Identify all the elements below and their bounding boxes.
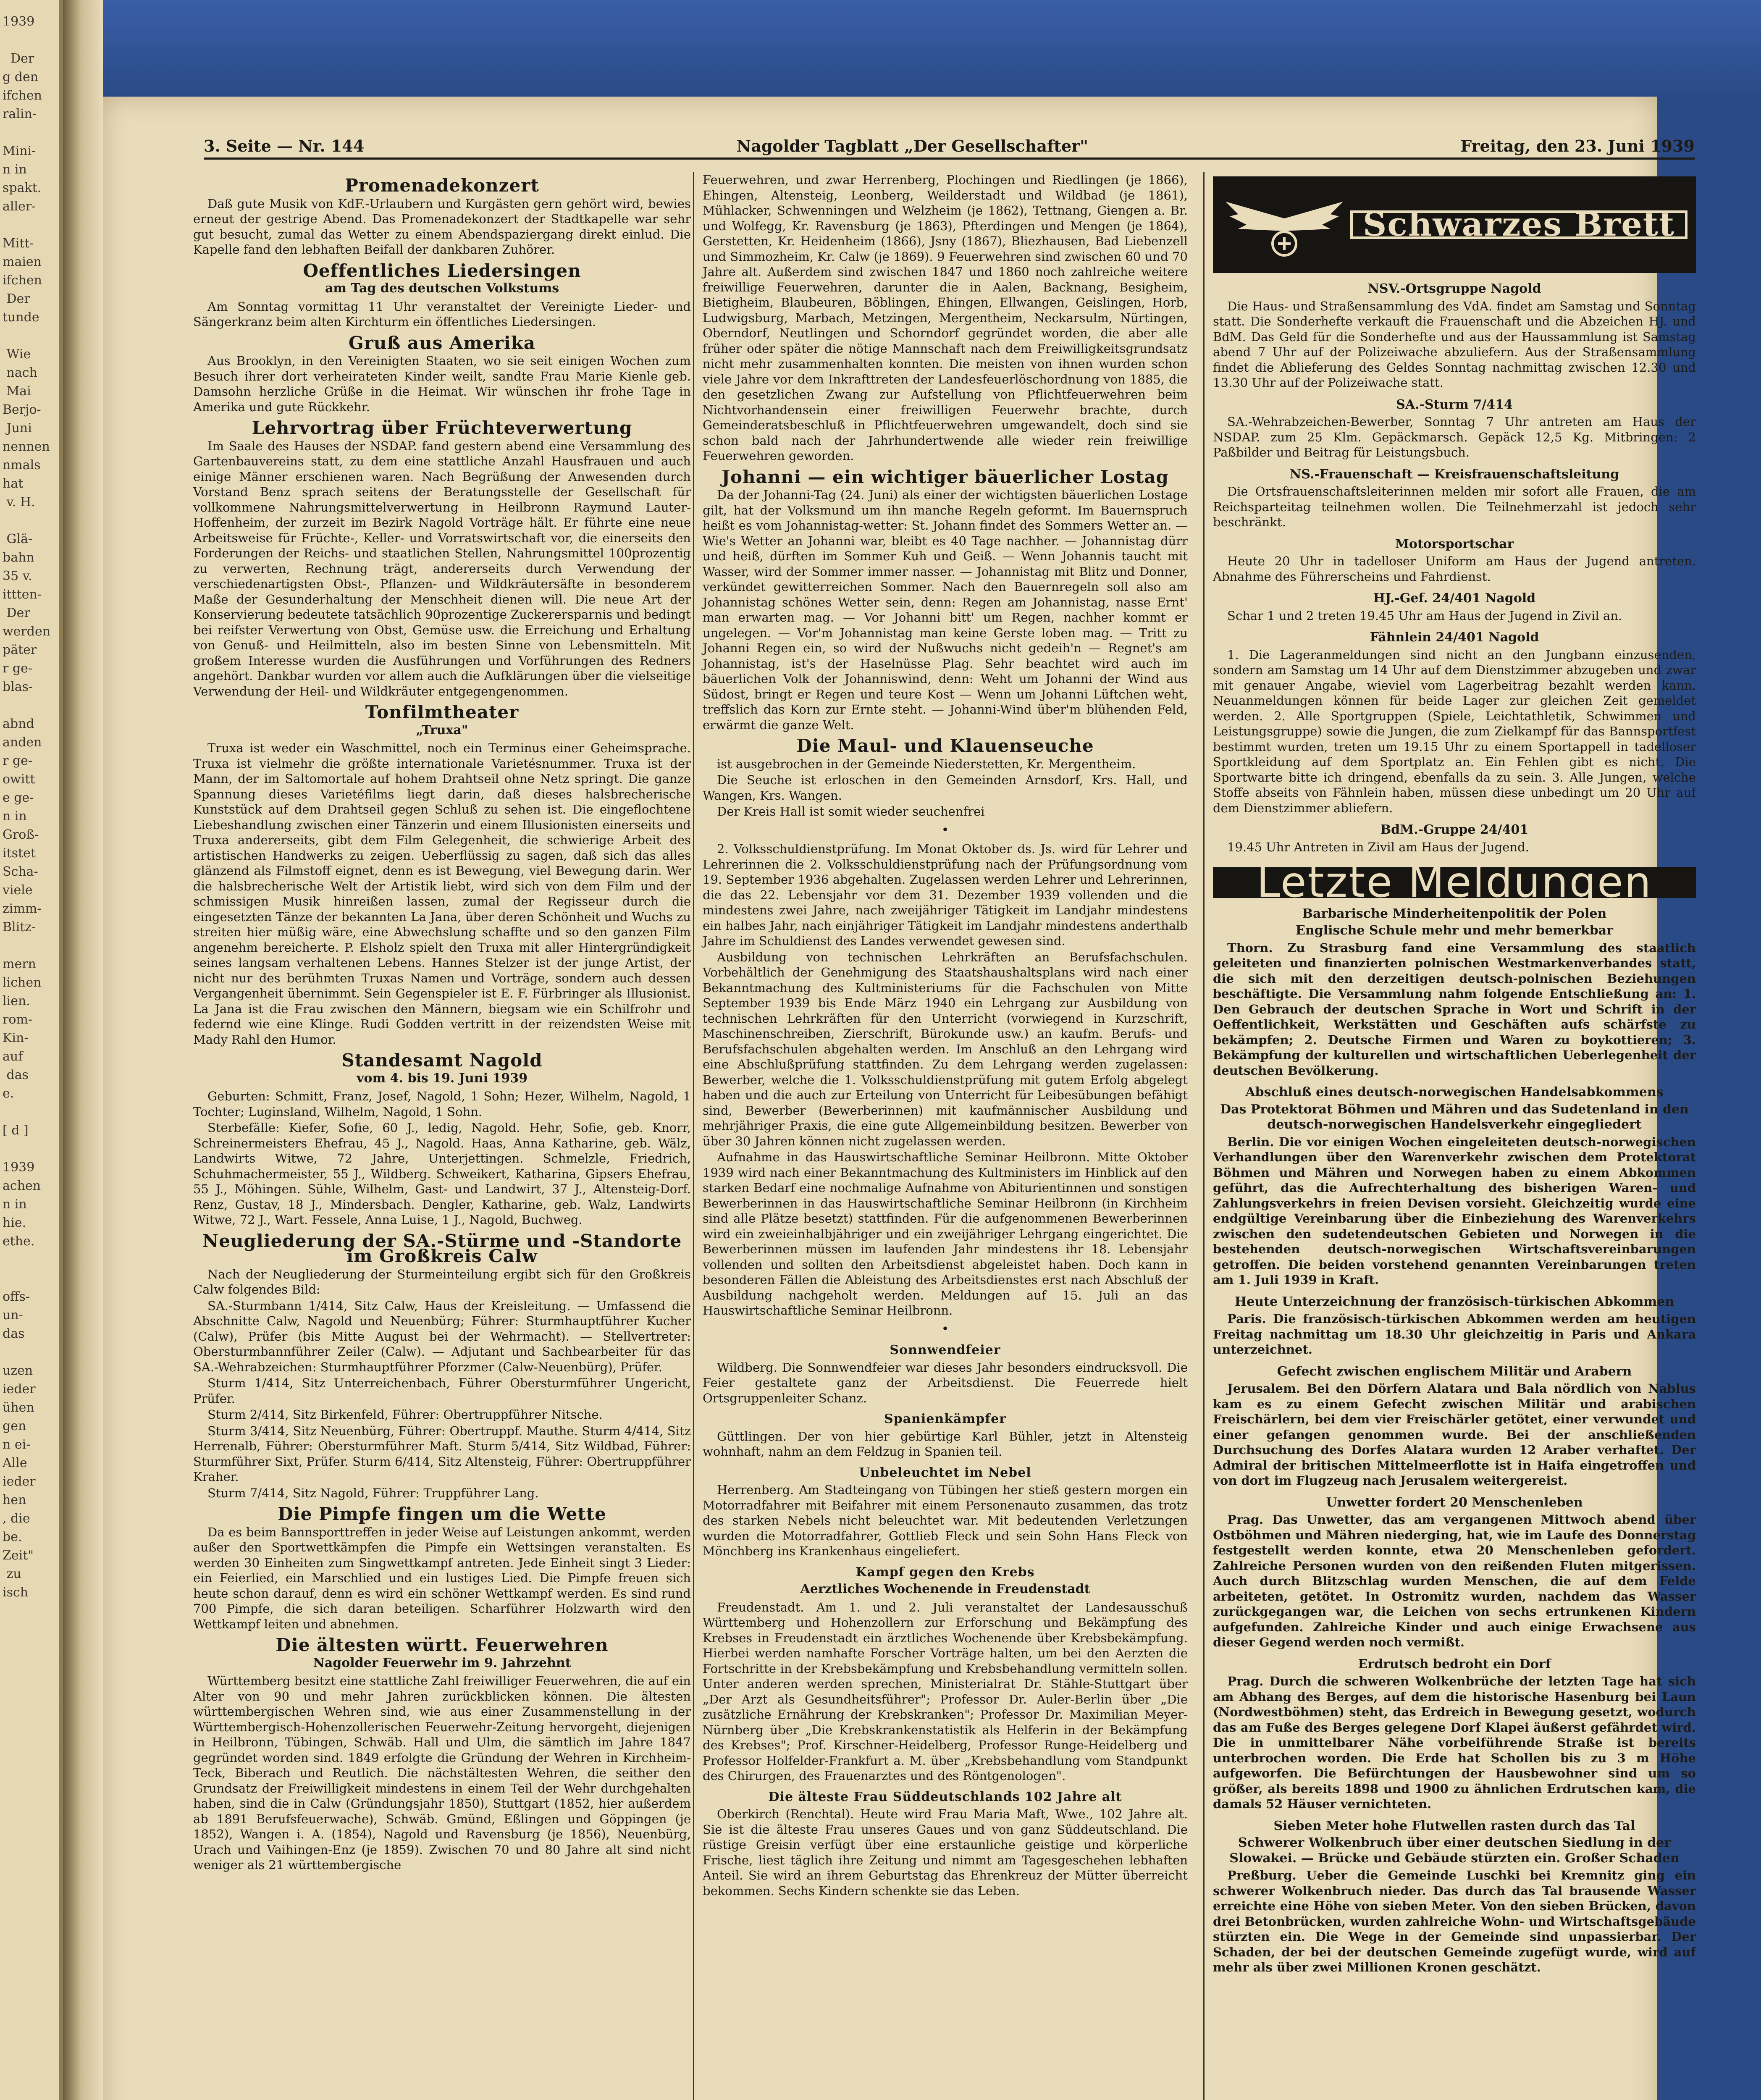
heading-motorsportschar: Motorsportschar [1395, 536, 1514, 551]
article-erdrutsch: Prag. Durch die schweren Wolkenbrüche der letzten Tage hat sich am Abhang des Berges, auf dem die historische Hasenburg bei Laun (Nordwestböhmen) steht, das Erdreich in Bewegung gesetzt, wodurch das am Fuße des Berges gelegene Dorf Klapei äußerst gefährdet wird. Die in unmittelbarer Nähe vorbeiführende Straße ist bereits unterbrochen worden. Die Erde hat Schollen bis zu 3 m Höhe aufgeworfen. Die Befürchtungen der Hausbewohner sind um so größer, als bereits 1898 und 1900 zu ähnlichen Erdrutschen kam, die damals 52 Häuser vernichteten. [1213, 1674, 1696, 1811]
heading-aelteste-frau: Die älteste Frau Süddeutschlands 102 Jahre alt [768, 1789, 1122, 1804]
article-sonnwendfeier: Wildberg. Die Sonnwendfeier war dieses Jahr besonders eindrucksvoll. Die Feier gestaltete ganz der Arbeitsdienst. Die Feuerrede hielt Ortsgruppenleiter Schanz. [703, 1360, 1188, 1405]
article-nebel: Herrenberg. Am Stadteingang von Tübingen her stieß gestern morgen ein Motorradfahrer mit Beifahrer mit einem Personenauto zusammen, das trotz des starken Nebels nicht beleuchtet war. Mit bedeutenden Verletzungen wurden die Motorradfahrer, Gottlieb Fleck und sein Sohn Hans Fleck von Mönchberg ins Krankenhaus eingeliefert. [703, 1483, 1188, 1558]
article-frankreich-tuerkei: Paris. Die französisch-türkischen Abkommen werden am heutigen Freitag nachmittag um 18.30 Uhr gleichzeitig in Paris und Ankara unterzeichnet. [1213, 1312, 1696, 1357]
heading-unwetter: Unwetter fordert 20 Menschenleben [1326, 1495, 1583, 1510]
heading-pimpfe: Die Pimpfe fingen um die Wette [278, 1504, 606, 1524]
separator-star: • [941, 822, 949, 837]
article-sa-2: SA.-Sturmbann 1/414, Sitz Calw, Haus der Kreisleitung. — Umfassend die Abschnitte Calw, Nagold und Neuenbürg; Führer: Sturmhauptführer Kucher (Calw), Prüfer (bis Mitte August bei der Wehrmacht). — Stellvertreter: Obersturmbannführer Zeiler (Calw). — Adjutant und Sachbearbeiter für das SA.-Wehrabzeichen: Sturmhauptführer Pforzmer (Calw-Neuenbürg), Prüfer. [193, 1298, 691, 1374]
article-seuche-3: Der Kreis Hall ist somit wieder seuchenfrei [717, 804, 985, 819]
article-sa-1: Nach der Neugliederung der Sturmeinteilung ergibt sich für den Großkreis Calw folgendes Bild: [193, 1267, 691, 1297]
article-aelteste-frau: Oberkirch (Renchtal). Heute wird Frau Maria Maft, Wwe., 102 Jahre alt. Sie ist die älteste Frau unseres Gaues und von ganz Süddeutschland. Die rüstige Greisin verfügt über eine erstaunliche geistige und körperliche Frische, liest täglich ihre Zeitung und nimmt am Tagesgeschehen lebhaften Anteil. Sie wird an ihrem Geburtstag das Ehrenkreuz der Mütter überreicht bekommen. Sechs Kindern schenkte sie das Leben. [703, 1807, 1188, 1898]
article-feuerwehren-continued: Feuerwehren, und zwar Herrenberg, Plochingen und Riedlingen (je 1866), Ehingen, Altensteig, Leonberg, Weilderstadt und Wildbad (je 1861), Mühlacker, Schwenningen und Welzheim (je 1862), Tettnang, Giengen a. Br. und Wolfegg, Kr. Ravensburg (je 1863), Pfterdingen und Mengen (je 1864), Gerstetten, Kr. Heidenheim (1866), Jsny (1867), Bliezhausen, Bad Liebenzell und Simmozheim, Kr. Calw (je 1869). 9 Feuerwehren sind zwischen 60 und 70 Jahre alt. Außerdem sind zwischen 1847 und 1860 noch zahlreiche weitere freiwillige Feuerwehren, darunter die in Aalen, Backnang, Besigheim, Bietigheim, Blaubeuren, Böblingen, Ehingen, Ellwangen, Geislingen, Horb, Ludwigsburg, Marbach, Metzingen, Mergentheim, Neckarsulm, Nürtingen, Oberndorf, Neutlingen und Schorndorf gegründet worden, die aber alle früher oder später die nötige Mannschaft nach dem Freiwilligkeitsgrundsatz nicht mehr zusammenhalten konnten. Die meisten von ihnen wurden schon viele Jahre vor dem Inkrafttreten der Landesfeuerlöschordnung von 1885, die den gesetzlichen Zwang zur Aufstellung von Pflichtfeuerwehren beim Nichtvorhandensein einer freiwilligen Feuerwehr brachte, durch Gemeinderatsbeschluß in Pflichtfeuerwehren umgewandelt, doch sind sie schon bald nach der Jahrhundertwende alle wieder rein freiwillige Feuerwehren geworden. [703, 173, 1188, 463]
notice-bdm: 19.45 Uhr Antreten in Zivil am Haus der Jugend. [1227, 840, 1529, 854]
notice-sa-sturm: SA.-Wehrabzeichen-Bewerber, Sonntag 7 Uhr antreten am Haus der NSDAP. zum 25 Klm. Gepäckmarsch. Gepäck 12,5 Kg. Mitbringen: 2 Paßbilder und Beitrag für Leistungsbuch. [1213, 415, 1696, 459]
heading-vortrag: Lehrvortrag über Früchteverwertung [252, 417, 632, 438]
heading-erdrutsch: Erdrutsch bedroht ein Dorf [1358, 1656, 1551, 1672]
heading-spanienkaempfer: Spanienkämpfer [884, 1412, 1006, 1426]
schwarzes-brett-title: Schwarzes Brett [1350, 210, 1688, 239]
notice-motorsportschar: Heute 20 Uhr in tadelloser Uniform am Haus der Jugend antreten. Abnahme des Führerscheins und Fahrdienst. [1213, 554, 1696, 584]
eagle-emblem-icon [1221, 187, 1347, 262]
heading-standesamt: Standesamt Nagold [341, 1050, 543, 1071]
notice-nsv: Die Haus- und Straßensammlung des VdA. findet am Samstag und Sonntag statt. Die Sonderhefte verkauft die Frauenschaft und die Abzeichen HJ. und BdM. Das Geld für die Sonderhefte und aus der Haussammlung ist Samstag abend 7 Uhr auf der Polizeiwache abzuliefern. Aus der Straßensammlung findet die Ablieferung des Geldes Sonntag nachmittag zwischen 12.30 und 13.30 Uhr auf der Polizeiwache statt. [1213, 299, 1696, 390]
heading-bdm: BdM.-Gruppe 24/401 [1380, 822, 1529, 837]
subheading-norwegen: Das Protektorat Böhmen und Mähren und das Sudetenland in den deutsch-norwegischen Handelsverkehr eingegliedert [1220, 1102, 1689, 1132]
adjacent-page-edge [0, 0, 63, 2100]
heading-gruss: Gruß aus Amerika [348, 332, 536, 353]
heading-nsv: NSV.-Ortsgruppe Nagold [1367, 281, 1541, 296]
standesamt-sterbefaelle: Sterbefälle: Kiefer, Sofie, 60 J., ledig, Nagold. Hehr, Sofie, geb. Knorr, Schreinermeisters Ehefrau, 45 J., Nagold. Haas, Anna Katharine, geb. Wälz, Landwirts Witwe, 72 Jahre, Unterjettingen. Schmelzle, Friedrich, Schuhmachermeister, 55 J., Wildberg. Schweikert, Katharina, Gipsers Ehefrau, 55 J., Möhingen. Sühle, Wilhelm, Gast- und Landwirt, 37 J., Altensteig-Dorf. Renz, Gustav, 18 J., Mindersbach. Dengler, Katharine, geb. Walz, Landwirts Witwe, 72 J., Wart. Fessele, Anna Luise, 1 J., Nagold, Buchweg. [193, 1121, 691, 1227]
scanner-background [0, 0, 1761, 97]
article-krebs: Freudenstadt. Am 1. und 2. Juli veranstaltet der Landesausschuß Württemberg und Hohenzollern zur Erforschung und Bekämpfung des Krebses in Freudenstadt ein ärztliches Wochenende über Krebsbekämpfung. Hierbei werden namhafte Forscher Vorträge halten, um bei den Aerzten die Fortschritte in der Krebsbekämpfung und Krebsbehandlung vermitteln sollen. Unter anderen werden sprechen, Ministerialrat Dr. Stähle-Stuttgart über „Der Arzt als Gesundheitsführer"; Professor Dr. Auler-Berlin über „Die zusätzliche Ernährung der Krebskranken"; Professor Dr. Maximilian Meyer-Nürnberg über „Die Krebskrankenstatistik als Helferin in der Bekämpfung des Krebses"; Prof. Kirschner-Heidelberg, Professor Runge-Heidelberg und Professor Holfelder-Frankfurt a. M. über „Krebsbehandlung vom Standpunkt des Chirurgen, des Frauenarztes und des Röntgenologen". [703, 1600, 1188, 1783]
article-tonfilm: Truxa ist weder ein Waschmittel, noch ein Terminus einer Geheimsprache. Truxa ist vielmehr die größte internationale Varietésnummer. Truxa ist der Mann, der im Saltomortale auf hohem Drahtseil ohne Netz springt. Die ganze Spannung dieses Varietéfilms liegt darin, daß dieses halsbrecherische Kunststück auf dem Drahtseil gegen Schluß zu sehen ist. Die eingeflochtene Liebeshandlung zwischen einer Tänzerin und einem Illusionisten einerseits und Truxa andererseits, gibt dem Film Gelegenheit, die schwierige Arbeit des artistischen Handwerks zu zeigen. Ueberflüssig zu sagen, daß sich das alles glänzend als Filmstoff eignet, denn es ist Bewegung, viel Bewegung darin. Wer die halsbrecherische Welt der Artistik liebt, wird sich von dem Film und der schmissigen Musik hinreißen lassen, zumal der Regisseur durch die eingesetzten Tänze der bekannten La Jana, über deren Schönheit und Wuchs zu streiten hier müßig wäre, eine Abwechslung schaffte und so den ganzen Film angenehm bereicherte. P. Elsholz spielt den Truxa mit aller Hintergründigkeit seines langsam verhaltenen Lebens. Hannes Stelzer ist der junge Artist, der nicht nur des berühmten Truxas Namen und Vorträge, sondern auch dessen Vergangenheit übernimmt. Sein Gegenspieler ist E. F. Fürbringer als Illusionist. La Jana ist die Frau zwischen den Männern, biegsam wie ein Schilfrohr und federnd wie eine Klinge. Rudi Godden vertritt in der reizendsten Weise mit Mady Rahl den Humor. [193, 741, 691, 1047]
heading-frankreich-tuerkei: Heute Unterzeichnung der französisch-türkischen Abkommen [1234, 1294, 1674, 1309]
heading-sa-neugliederung: Neugliederung der SA.-Stürme und -Standorte im Großkreis Calw [202, 1230, 682, 1266]
subheading-polen: Englische Schule mehr und mehr bemerkbar [1296, 923, 1613, 938]
heading-krebs: Kampf gegen den Krebs [856, 1564, 1035, 1580]
heading-tonfilm: Tonfilmtheater [365, 702, 519, 722]
article-polen: Thorn. Zu Strasburg fand eine Versammlung des staatlich geleiteten und finanzierten polnischen Westmarkenverbandes statt, die sich mit den derzeitigen deutsch-polnischen Beziehungen beschäftigte. Die Versammlung nahm folgende Entschließung an: 1. Den Gebrauch der deutschen Sprache in Wort und Schrift in der Oeffentlichkeit, Werkstätten und Geschäften aufs schärfste zu bekämpfen; 2. Deutsche Firmen und Waren zu boykottieren; 3. Bekämpfung der kulturellen und wirtschaftlichen Ueberlegenheit der deutschen Bevölkerung. [1213, 940, 1696, 1078]
article-sa-6: Sturm 7/414, Sitz Nagold, Führer: Truppführer Lang. [207, 1486, 539, 1500]
notice-faehnlein: 1. Die Lageranmeldungen sind nicht an den Jungbann einzusenden, sondern am Samstag um 14 Uhr auf dem Dienstzimmer abzugeben und zwar mit genauer Angabe, wieviel vom Lagerbeitrag bezahlt werden kann. Neuanmeldungen können für beide Lager zur gleichen Zeit gemeldet werden. 2. Alle Sportgruppen (Spiele, Leichtathletik, Schwimmen und Leistungsgruppe) sowie die Jungen, die zum Zielkampf für das Bannsportfest bestimmt wurden, treten um 19.15 Uhr zu einem Sportappell in tadelloser Sportkleidung auf dem Sportplatz an. Ein Fehlen gibt es nicht. Die Sportwarte bitte ich dringend, ebenfalls da zu sein. 3. Alle Jungen, welche Stoffe abseits von Fähnlein haben, müssen diese unbedingt um 20 Uhr auf dem Dienstzimmer abliefern. [1213, 647, 1696, 815]
article-seuche-2: Die Seuche ist erloschen in den Gemeinden Arnsdorf, Krs. Hall, und Wangen, Krs. Wangen. [703, 773, 1188, 803]
subheading-standesamt: vom 4. bis 19. Juni 1939 [357, 1071, 528, 1086]
article-sa-3: Sturm 1/414, Sitz Unterreichenbach, Führer Obersturmführer Ungericht, Prüfer. [193, 1376, 691, 1406]
article-volksschuldienst: 2. Volksschuldienstprüfung. Im Monat Oktober ds. Js. wird für Lehrer und Lehrerinnen die 2. Volksschuldienstprüfung nach der Prüfungsordnung vom 19. September 1936 abgehalten. Zugelassen werden Lehrer und Lehrerinnen, die das 22. Lebensjahr vor dem 31. Dezember 1939 vollenden und die mindestens zwei Jahre, nach zweijähriger Tätigkeit im Landjahr mindestens ein halbes Jahr, nach einjähriger Tätigkeit im Landjahr mindestens anderthalb Jahre im Schuldienst des Landes verwendet gewesen sind. [703, 842, 1188, 948]
header-page-number: 3. Seite — Nr. 144 [204, 136, 365, 155]
article-palaestina: Jerusalem. Bei den Dörfern Alatara und Bala nördlich von Nablus kam es zu einem Gefecht zwischen Militär und arabischen Freischärlern, bei dem vier Freischärler getötet, einer verwundet und einer gefangen genommen wurde. Bei der anschließenden Durchsuchung des Dorfes Alatara wurden 12 Araber verhaftet. Der Admiral der britischen Mittelmeerflotte ist in Haifa eingetroffen und von dort im Flugzeug nach Jerusalem weitergereist. [1213, 1381, 1696, 1488]
adjacent-page-fragments: 1939 Der g den ifchen ralin- Mini- n in spakt. aller- Mitt- maien ifchen Der tunde Wie nach Mai Berjo- Juni nennen nmals hat v. H. Glä- bahn 35 v. ittten- Der werden päter r ge- blas- abnd anden r ge- owitt e ge- n in Groß- itstet Scha- viele zimm- Blitz- mern lichen lien. rom- Kin- auf das e. [ d ] 1939 achen n in hie. ethe. offs- un- das uzen ieder ühen gen n ei- Alle ieder hen , die be. Zeit" zu isch [3, 14, 51, 1600]
notice-ns-frauenschaft: Die Ortsfrauenschaftsleiterinnen melden mir sofort alle Frauen, die am Reichsparteitag teilnehmen wollen. Die Teilnehmerzahl ist jedoch sehr beschränkt. [1213, 484, 1696, 529]
heading-feuerwehren: Die ältesten württ. Feuerwehren [276, 1635, 609, 1655]
heading-polen: Barbarische Minderheitenpolitik der Polen [1302, 906, 1607, 921]
article-liedersingen: Am Sonntag vormittag 11 Uhr veranstaltet der Vereinigte Lieder- und Sängerkranz beim alten Kirchturm ein öffentliches Liedersingen. [193, 299, 691, 329]
schwarzes-brett-banner [1213, 176, 1696, 273]
article-feuerwehren: Württemberg besitzt eine stattliche Zahl freiwilliger Feuerwehren, die auf ein Alter von 90 und mehr Jahren zurückblicken können. Die ältesten württembergischen Wehren sind, wie aus einer Zusammenstellung in der Württembergisch-Hohenzollerischen Feuerwehr-Zeitung hervorgeht, diejenigen in Heilbronn, Tübingen, Schwäb. Hall und Ulm, die sämtlich im Jahre 1847 gegründet worden sind. 1849 erfolgte die Gründung der Wehren in Kirchheim-Teck, Biberach und Reutlich. Die nächstältesten Wehren, die seither den Grundsatz der Freiwilligkeit mindestens in einem Teil der Wehr durchgehalten haben, sind die in Calw (Gründungsjahr 1850), Stuttgart (1852, hier außerdem ab 1891 Berufsfeuerwache), Schwäb. Gmünd, Eßlingen und Göppingen (je 1852), Wangen i. A. (1854), Nagold und Ravensburg (je 1856), Neuenbürg, Urach und Vaihingen-Enz (je 1859). Zwischen 70 und 80 Jahre alt sind nicht weniger als 21 württembergische [193, 1674, 691, 1872]
article-seuche-1: ist ausgebrochen in der Gemeinde Niederstetten, Kr. Mergentheim. [717, 756, 1136, 771]
column-1 [193, 172, 691, 2100]
page-header [204, 136, 1695, 160]
article-unwetter: Prag. Das Unwetter, das am vergangenen Mittwoch abend über Ostböhmen und Mähren niederging, hat, wie im Laufe des Donnerstag festgestellt werden konnte, etwa 20 Menschenleben gefordert. Zahlreiche Personen wurden von den reißenden Fluten mitgerissen. Auch durch Blitzschlag wurden Menschen, die auf dem Felde arbeiteten, getötet. In Ostromitz wurden, nachdem das Wasser zurückgegangen war, die Leichen von sechs ertrunkenen Kindern aufgefunden. Zahlreiche Kinder und auch einige Erwachsene aus dieser Gegend werden noch vermißt. [1213, 1512, 1696, 1649]
article-sa-4: Sturm 2/414, Sitz Birkenfeld, Führer: Obertruppführer Nitsche. [207, 1407, 603, 1422]
heading-hj: HJ.-Gef. 24/401 Nagold [1373, 591, 1536, 606]
heading-sonnwendfeier: Sonnwendfeier [890, 1343, 1001, 1357]
standesamt-geburten: Geburten: Schmitt, Franz, Josef, Nagold, 1 Sohn; Hezer, Wilhelm, Nagold, 1 Tochter; Luginsland, Wilhelm, Nagold, 1 Sohn. [193, 1089, 691, 1119]
heading-ns-frauenschaft: NS.-Frauenschaft — Kreisfrauenschaftsleitung [1289, 467, 1619, 482]
heading-flutwellen: Sieben Meter hohe Flutwellen rasten durch das Tal [1273, 1818, 1635, 1833]
heading-nebel: Unbeleuchtet im Nebel [859, 1465, 1031, 1480]
subheading-liedersingen: am Tag des deutschen Volkstums [325, 281, 559, 296]
column-2 [693, 172, 1188, 2100]
article-pimpfe: Da es beim Bannsporttreffen in jeder Weise auf Leistungen ankommt, werden außer den Sportwettkämpfen die Pimpfe ein Wettsingen veranstalten. Es werden 30 Einheiten zum Singwettkampf antreten. Jede Einheit singt 3 Lieder: ein Feierlied, ein Marschlied und ein lustiges Lied. Die Pimpfe freuen sich heute schon darauf, denn es wird ein schöner Wettkampf werden. Es sind rund 700 Pimpfe, die sich daran beteiligen. Scharführer Holzwarth wird den Wettkampf leiten und abnehmen. [193, 1525, 691, 1631]
article-flutwellen: Preßburg. Ueber die Gemeinde Luschki bei Kremnitz ging ein schwerer Wolkenbruch nieder. Das durch das Tal brausende Wasser erreichte eine Höhe von sieben Meter. Von den sieben Brücken, davon drei Betonbrücken, wurden zahlreiche Wohn- und Wirtschaftsgebäude stürzten ein. Die Wege in der Gemeinde sind unpassierbar. Der Schaden, der bei der deutschen Gemeinde zugefügt wurde, wird auf mehr als über zwei Millionen Kronen geschätzt. [1213, 1868, 1696, 1974]
heading-norwegen: Abschluß eines deutsch-norwegischen Handelsabkommens [1245, 1085, 1664, 1100]
heading-faehnlein: Fähnlein 24/401 Nagold [1370, 630, 1539, 645]
article-hauswirtschaft: Aufnahme in das Hauswirtschaftliche Seminar Heilbronn. Mitte Oktober 1939 wird nach einer Bekanntmachung des Kultministers im Hinblick auf den starken Bedarf eine nochmalige Aufnahme von Abiturientinnen und sonstigen Bewerberinnen in das Hauswirtschaftliche Seminar Heilbronn (in Kirchheim sind alle Plätze besetzt) stattfinden. Für die aufgenommenen Bewerberinnen wird ein zweieinhalbjähriger und ein zweijähriger Lehrgang eingerichtet. Die Bewerberinnen müssen im laufenden Jahr mindestens ihr 18. Lebensjahr vollenden und sollten den Arbeitsdienst abgeleistet haben. Doch kann in besonderen Fällen die Ableistung des Arbeitsdienstes erst nach Abschluß der Ausbildung nachgeholt werden. Meldungen auf 15. Juli an das Hauswirtschaftliche Seminar Heilbronn. [703, 1150, 1188, 1318]
subheading-krebs: Aerztliches Wochenende in Freudenstadt [800, 1582, 1090, 1596]
column-3 [1203, 172, 1696, 2100]
article-sa-5: Sturm 3/414, Sitz Neuenbürg, Führer: Obertruppf. Mauthe. Sturm 4/414, Sitz Herrenalb, Führer: Obersturmführer Maft. Sturm 5/414, Sitz Wildbad, Führer: Sturmführer Sixt, Prüfer. Sturm 6/414, Sitz Altensteig, Führer: Obertruppführer Kraher. [193, 1423, 691, 1484]
notice-hj: Schar 1 und 2 treten 19.45 Uhr am Haus der Jugend in Zivil an. [1227, 608, 1622, 623]
article-johanni: Da der Johanni-Tag (24. Juni) als einer der wichtigsten bäuerlichen Lostage gilt, hat der Volksmund um ihn manche Regeln geformt. Im Bauernspruch heißt es vom Johannistag-wetter: St. Johann findet des Sommers Wetter an. — Wie's Wetter an Johanni war, bleibt es 40 Tage nachher. — Johannistag dürr und heiß, dürften im Sommer Kuh und Geiß. — Wenn Johannis taucht mit Wasser, wird der Sommer immer nasser. — Johannistag mit Blitz und Donner, verkündet gewitterreichen Sommer. Nach den Bauernregeln soll also am Johannistag schönes Wetter sein, denn: Regen am Johannistag, nasse Ernt' man erwarten mag. — Vor Johanni bitt' um Regen, nachher kommt er ungelegen. — Vor'm Johannistag man keine Gerste loben mag. — Tritt zu Johanni Regen ein, so wird der Nußwuchs nicht gedeih'n — Regnet's am Johannistag, ist's der Haselnüsse Plag. Sehr beachtet wird auch im bäuerlichen Volk der Johanniswind, denn: Weht um Johanni der Wind aus Südost, bringt er Regen und teure Kost — Wenn um Johanni Lüftchen weht, treffslich das Korn zur Ernte steht. — Johanni-Wind über'm blühenden Feld, erwärmt die ganze Welt. [703, 488, 1188, 732]
article-norwegen: Berlin. Die vor einigen Wochen eingeleiteten deutsch-norwegischen Verhandlungen über den Warenverkehr zwischen dem Protektorat Böhmen und Mähren und Norwegen haben zu einem Abkommen geführt, das die Aufrechterhaltung des bisherigen Waren- und Zahlungsverkehrs in freien Devisen vorsieht. Gleichzeitig wurde eine endgültige Vereinbarung über die Einbeziehung des Warenverkehrs zwischen den sudetendeutschen Gebieten und Norwegen in die bestehenden deutsch-norwegischen Wirtschaftsvereinbarungen getroffen. Die beiden vorstehend genannten Vereinbarungen treten am 1. Juli 1939 in Kraft. [1213, 1134, 1696, 1287]
book-spine [63, 0, 103, 2100]
heading-promenade: Promenadekonzert [345, 175, 539, 196]
letzte-meldungen-banner: Letzte Meldungen [1213, 867, 1696, 898]
article-spanienkaempfer: Güttlingen. Der von hier gebürtige Karl Bühler, jetzt in Altensteig wohnhaft, nahm an dem Feldzug in Spanien teil. [703, 1429, 1188, 1459]
heading-palaestina: Gefecht zwischen englischem Militär und Arabern [1277, 1364, 1632, 1379]
heading-sa-sturm: SA.-Sturm 7/414 [1396, 397, 1513, 412]
header-date: Freitag, den 23. Juni 1939 [1460, 136, 1695, 155]
heading-johanni: Johanni — ein wichtiger bäuerlicher Lostag [722, 466, 1169, 487]
article-gruss: Aus Brooklyn, in den Vereinigten Staaten, wo sie seit einigen Wochen zum Besuch ihrer dort verheirateten Kinder weilt, sandte Frau Marie Kienle geb. Damsohn herzliche Grüße in die Heimat. Wir wünschen ihr frohe Tage in Amerika und gute Rückkehr. [193, 354, 691, 414]
article-vortrag: Im Saale des Hauses der NSDAP. fand gestern abend eine Versammlung des Gartenbauvereins statt, zu dem eine stattliche Anzahl Hausfrauen und auch einige Männer erschienen waren. Nach Begrüßung der Anwesenden durch Vorstand Benz sprach seitens der Beratungsstelle der Gesellschaft für vollkommene Nahrungsmittelverwertung in Heilbronn Raymund Lauter-Hoffenheim, der zurzeit im Bezirk Nagold Vorträge hält. Er führte eine neue Arbeitsweise für Früchte-, Keller- und Vorratswirtschaft vor, die einerseits den Forderungen der Reichs- und staatlichen Stellen, Nahrungsmittel 100prozentig zu verwerten, Rechnung trägt, andererseits durch Verwendung der verschiedenartigsten Obst-, Pflanzen- und Wildkräutersäfte in besonderem Maße der Gesunderhaltung der Menschheit dienen will. Die neue Art der Konservierung bedeutete tatsächlich 90prozentige Zuckerersparnis und bedingt bei reifster Verwertung von Obst, Gemüse usw. die Erreichung und Erhaltung von Genuß- und Heilmitteln, also im besten Sinne von Lebensmitteln. Mit großem Interesse wurden die Ausführungen und Vorführungen des Redners angehört. Dankbar wurden vor allem auch die Aufklärungen über die vielseitige Verwendung der Heil- und Wildkräuter entgegengenommen. [193, 438, 691, 698]
heading-liedersingen: Oeffentliches Liedersingen [303, 260, 581, 281]
newspaper-page [103, 97, 1696, 2100]
subheading-flutwellen: Schwerer Wolkenbruch über einer deutschen Siedlung in der Slowakei. — Brücke und Gebäude stürzten ein. Großer Schaden [1229, 1835, 1680, 1866]
header-masthead: Nagolder Tagblatt „Der Gesellschafter" [736, 136, 1088, 155]
article-promenade: Daß gute Musik von KdF.-Urlaubern und Kurgästen gern gehört wird, bewies erneut der gestrige Abend. Das Promenadekonzert der Stadtkapelle war sehr gut besucht, zumal das Wetter zu einem Abendspaziergang direkt einlud. Die Kapelle fand den lebhaften Beifall der dankbaren Zuhörer. [193, 196, 691, 257]
separator-star: • [941, 1321, 949, 1336]
article-ausbildung: Ausbildung von technischen Lehrkräften an Berufsfachschulen. Vorbehältlich der Genehmigung des Staatshaushaltsplans wird nach einer Bekanntmachung des Kultministeriums für die Fachschulen von Mitte September 1939 bis Ende März 1940 ein Lehrgang zur Ausbildung von technischen Lehrkräften für den Unterricht (vorwiegend in Kurzschrift, Maschinenschreiben, Zierschrift, Bürokunde usw.) an kaufm. Berufs- und Berufsfachschulen abgehalten werden. Im Anschluß an den Lehrgang wird eine Abschlußprüfung stattfinden. Zu dem Lehrgang werden zugelassen: Bewerber, welche die 1. Volksschuldienstprüfung mit gutem Erfolg abgelegt haben und die auch zur Erteilung von Unterricht für Leibesübungen befähigt sind, Bewerber (Bewerberinnen) mit kaufmännischer Ausbildung und mehrjähriger Praxis, die eine gute Allgemeinbildung besitzen. Bewerber von über 30 Jahren können nicht zugelassen werden. [703, 950, 1188, 1148]
subheading-feuerwehren: Nagolder Feuerwehr im 9. Jahrzehnt [313, 1655, 571, 1670]
subheading-tonfilm: „Truxa" [416, 722, 468, 738]
heading-maul-klauenseuche: Die Maul- und Klauenseuche [796, 735, 1094, 756]
